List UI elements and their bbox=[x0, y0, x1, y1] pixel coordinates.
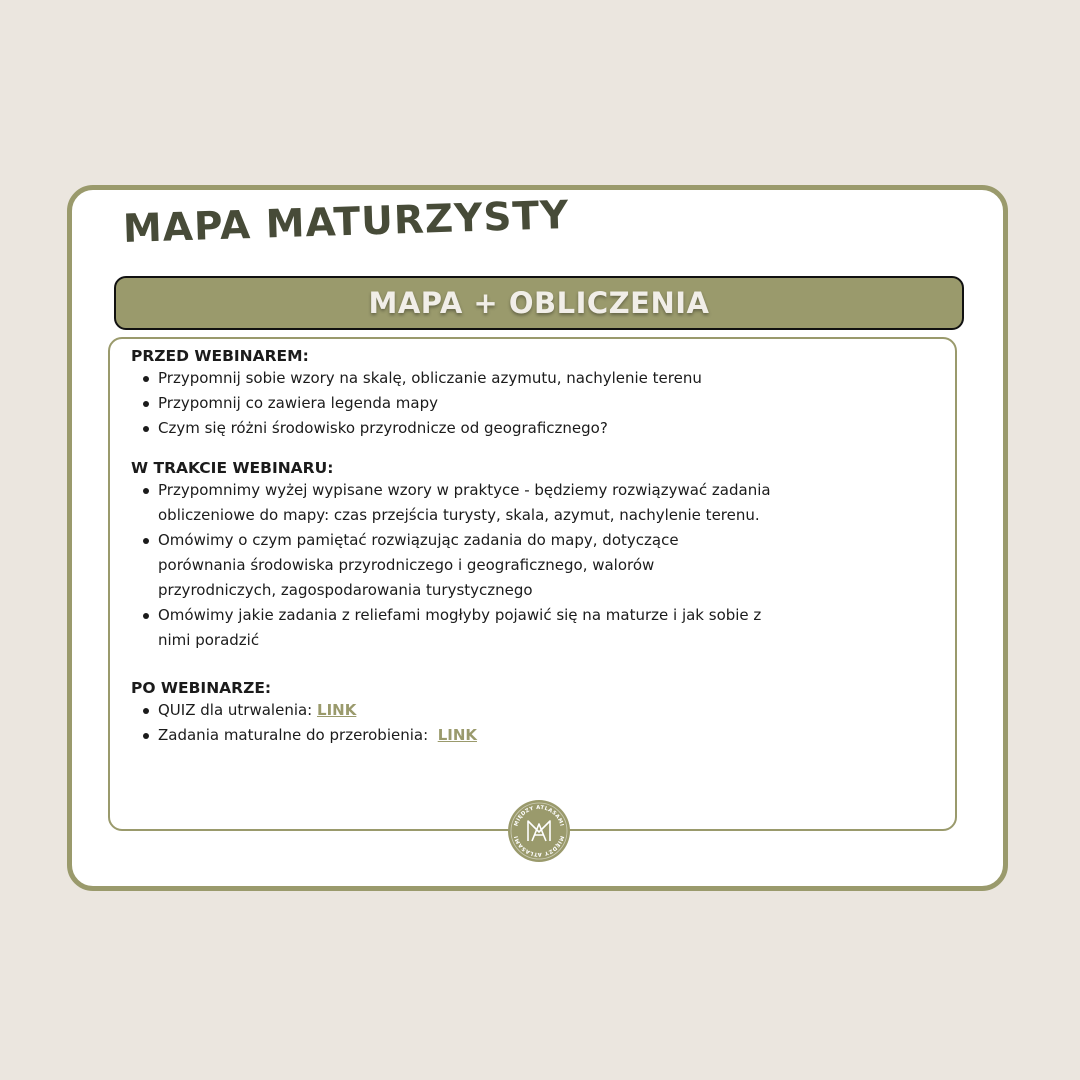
list-item: Czym się różni środowisko przyrodnicze od geograficznego? bbox=[131, 416, 702, 441]
exam-tasks-label: Zadania maturalne do przerobienia: bbox=[158, 726, 438, 744]
list-item bbox=[131, 723, 477, 748]
list-item-line: Omówimy o czym pamiętać rozwiązując zadania do mapy, dotyczące bbox=[158, 531, 679, 549]
exam-tasks-link[interactable]: LINK bbox=[437, 726, 478, 744]
bullet-list bbox=[131, 478, 771, 653]
quiz-label: QUIZ dla utrwalenia: bbox=[158, 701, 318, 719]
list-item-line: nimi poradzić bbox=[158, 631, 260, 649]
bullet-list bbox=[131, 366, 702, 441]
list-item: Przypomnij co zawiera legenda mapy bbox=[131, 391, 702, 416]
brand-logo-mark bbox=[508, 800, 570, 862]
section-heading: PO WEBINARZE: bbox=[131, 679, 272, 697]
bullet-list bbox=[131, 698, 477, 748]
svg-text:MIĘDZY ATLASAMI bbox=[514, 835, 565, 857]
list-item-line: Przypomnimy wyżej wypisane wzory w praktyce - będziemy rozwiązywać zadania bbox=[158, 481, 771, 499]
topic-banner bbox=[114, 276, 964, 330]
section-before-webinar bbox=[131, 346, 702, 441]
brand-logo bbox=[508, 800, 570, 862]
list-item bbox=[131, 698, 477, 723]
list-item-line: porównania środowiska przyrodniczego i geograficznego, walorów bbox=[158, 556, 655, 574]
list-item bbox=[131, 478, 771, 528]
topic-banner-label: MAPA + OBLICZENIA bbox=[368, 286, 710, 320]
logo-text-top: MIĘDZY ATLASAMI bbox=[513, 804, 565, 828]
section-after-webinar bbox=[131, 678, 477, 748]
list-item bbox=[131, 603, 771, 653]
list-item-line: obliczeniowe do mapy: czas przejścia turysty, skala, azymut, nachylenie terenu. bbox=[158, 506, 760, 524]
section-heading: PRZED WEBINAREM: bbox=[131, 347, 309, 365]
list-item bbox=[131, 528, 771, 603]
list-item-line: przyrodniczych, zagospodarowania turystycznego bbox=[158, 581, 533, 599]
logo-text-bottom: MIĘDZY ATLASAMI bbox=[513, 834, 565, 858]
list-item-line: Omówimy jakie zadania z reliefami mogłyby pojawić się na maturze i jak sobie z bbox=[158, 606, 762, 624]
section-heading: W TRAKCIE WEBINARU: bbox=[131, 459, 334, 477]
section-during-webinar bbox=[131, 458, 771, 653]
quiz-link[interactable]: LINK bbox=[317, 701, 357, 719]
list-item: Przypomnij sobie wzory na skalę, obliczanie azymutu, nachylenie terenu bbox=[131, 366, 702, 391]
page-title: MAPA MATURZYSTY bbox=[122, 192, 570, 252]
